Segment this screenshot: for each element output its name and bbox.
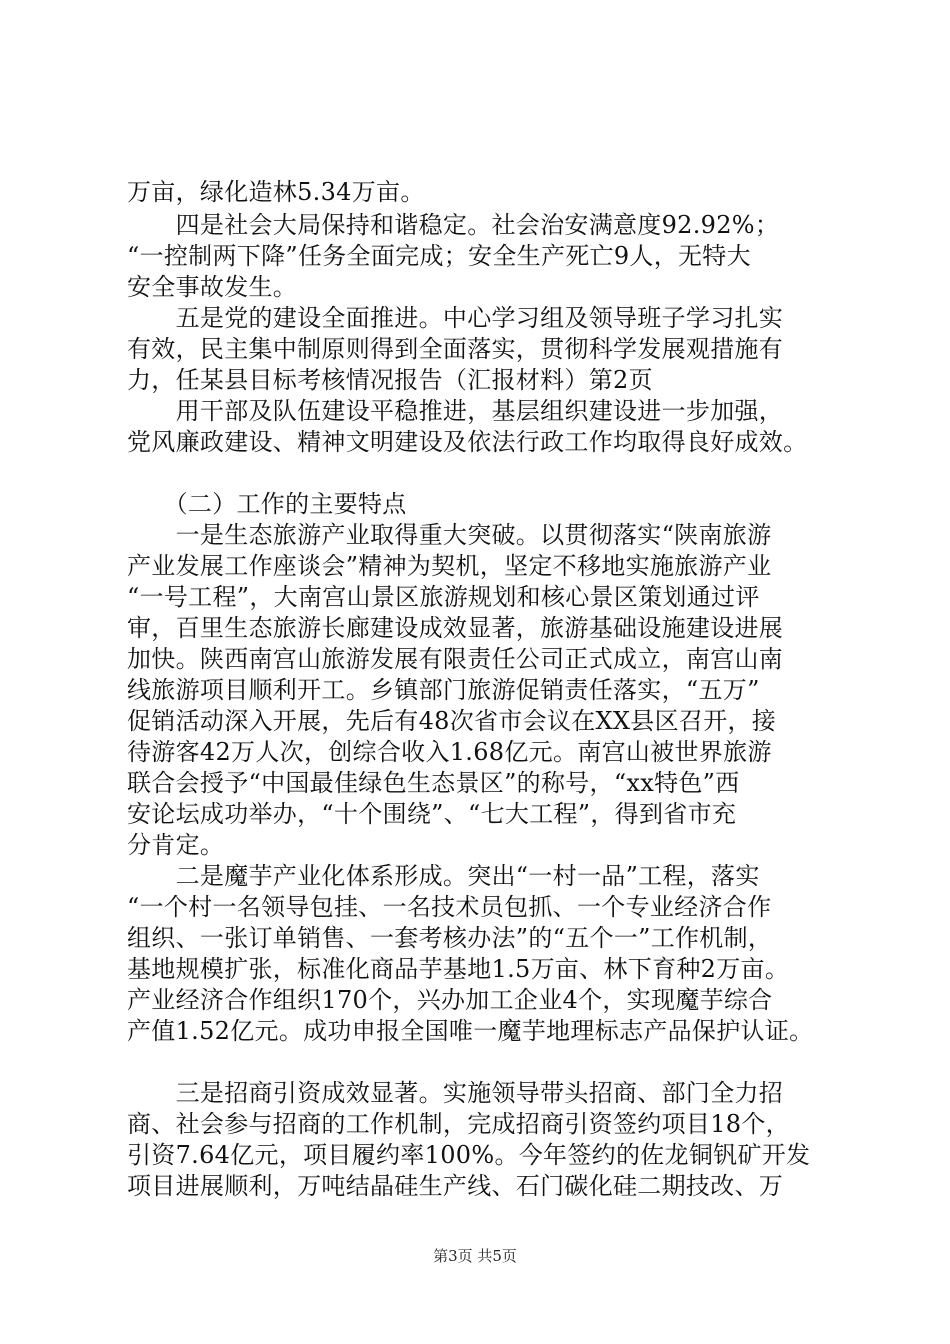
text-line: 安全事故发生。 [127,273,298,301]
text-line: 审，百里生态旅游长廊建设成效显著，旅游基础设施建设进展 [127,614,784,642]
text-line: 万亩，绿化造林5.34万亩。 [127,178,425,206]
text-line: 四是社会大局保持和谐稳定。社会治安满意度92.92%； [127,211,780,239]
text-line: 商、社会参与招商的工作机制，完成招商引资签约项目18个， [127,1110,790,1138]
text-line: 安论坛成功举办，“十个围绕”、“七大工程”，得到省市充 [127,800,737,828]
text-line: 加快。陕西南宫山旅游发展有限责任公司正式成立，南宫山南 [127,645,784,673]
text-line: “一号工程”，大南宫山景区旅游规划和核心景区策划通过评 [127,583,760,611]
text-line: 三是招商引资成效显著。实施领导带头招商、部门全力招 [127,1079,784,1107]
text-line: 分肯定。 [127,831,225,859]
text-line: 二是魔芋产业化体系形成。突出“一村一品”工程，落实 [127,862,760,890]
section-heading: （二）工作的主要特点 [127,490,407,518]
text-line: 组织、一张订单销售、一套考核办法”的“五个一”工作机制， [127,924,773,952]
text-line: 联合会授予“中国最佳绿色生态景区”的称号，“xx特色”西 [127,769,740,797]
text-line: 促销活动深入开展，先后有48次省市会议在XX县区召开，接 [127,707,777,735]
text-line: 党风廉政建设、精神文明建设及依法行政工作均取得良好成效。 [127,428,808,456]
text-line: 产业经济合作组织170个，兴办加工企业4个，实现魔芋综合 [127,986,773,1014]
text-line: “一控制两下降”任务全面完成；安全生产死亡9人，无特大 [127,242,751,270]
text-line: 用干部及队伍建设平稳推进，基层组织建设进一步加强， [127,397,784,425]
text-line: “一个村一名领导包挂、一名技术员包抓、一个专业经济合作 [127,893,772,921]
text-line: 一是生态旅游产业取得重大突破。以贯彻落实“陕南旅游 [127,521,772,549]
text-line: 待游客42万人次，创综合收入1.68亿元。南宫山被世界旅游 [127,738,772,766]
text-line: 基地规模扩张，标准化商品芋基地1.5万亩、林下育种2万亩。 [127,955,790,983]
text-line: 引资7.64亿元，项目履约率100%。今年签约的佐龙铜钒矿开发 [127,1141,811,1169]
text-line: 五是党的建设全面推进。中心学习组及领导班子学习扎实 [127,304,784,332]
text-line: 产值1.52亿元。成功申报全国唯一魔芋地理标志产品保护认证。 [127,1017,814,1045]
text-line: 产业发展工作座谈会”精神为契机，坚定不移地实施旅游产业 [127,552,772,580]
text-line: 有效，民主集中制原则得到全面落实，贯彻科学发展观措施有 [127,335,784,363]
text-line: 线旅游项目顺利开工。乡镇部门旅游促销责任落实，“五万” [127,676,760,704]
text-line: 项目进展顺利，万吨结晶硅生产线、石门碳化硅二期技改、万 [127,1172,784,1200]
page-number-footer: 第3页 共5页 [433,1247,517,1265]
text-line: 力，任某县目标考核情况报告（汇报材料）第2页 [127,366,653,394]
